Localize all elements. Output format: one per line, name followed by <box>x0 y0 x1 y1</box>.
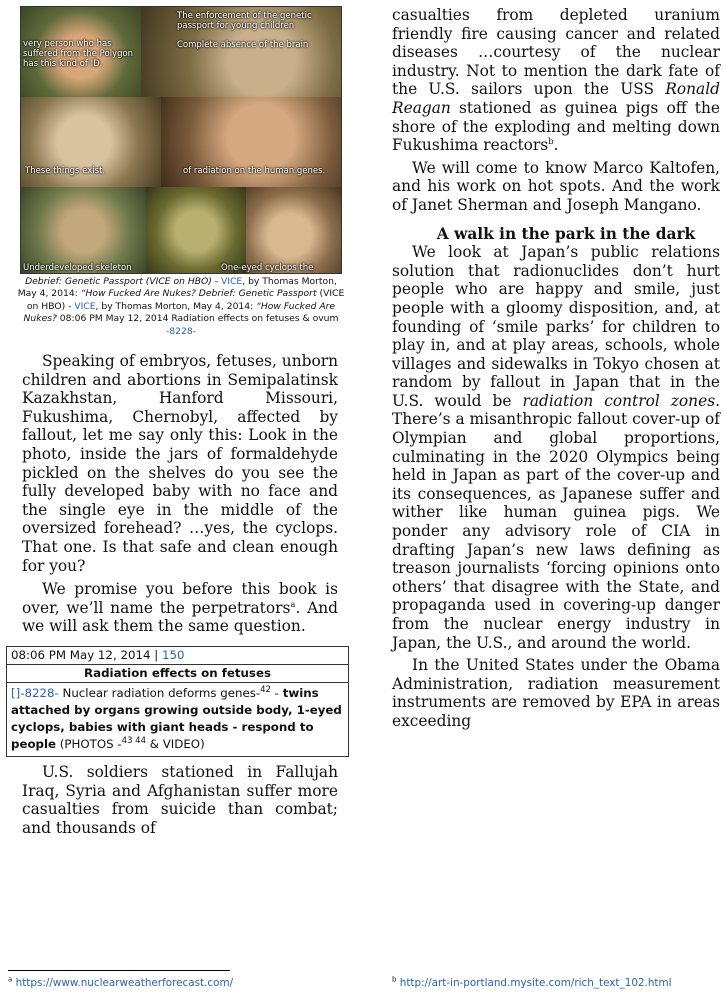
photo-overlay-text: The enforcement of the genetic passport for young children <box>177 11 312 31</box>
footnote-link[interactable]: https://www.nuclearweatherforecast.com/ <box>15 977 234 989</box>
news-body <box>7 683 348 756</box>
paragraph: Speaking of embryos, fetuses, unborn children and abortions in Semipalatinsk Kazakhstan, Hanford Missouri, Fukushima, Chernobyl, affected by fallout, let me say only this: Look in the photo, inside the jars of formaldehyde pickled on the shelves do you see the fully developed baby with no face and the single eye in the middle of the oversized forehead? …yes, the cyclops. That one. Is that safe and clean enough for you? <box>22 352 338 575</box>
genetic-passport-photo <box>20 6 342 274</box>
caption-text: Debrief: Genetic Passport (VICE on HBO) <box>25 276 212 287</box>
left-column <box>8 6 345 837</box>
news-text: - <box>270 685 279 700</box>
news-header <box>7 647 348 665</box>
paragraph-text: . <box>553 136 559 155</box>
section-heading: A walk in the park in the dark <box>436 224 696 243</box>
footnote-b <box>392 977 672 989</box>
news-count-link[interactable]: 150 <box>161 647 185 662</box>
left-body <box>8 352 338 636</box>
paragraph-text: . There’s a misanthropic fallout cover-up of Olympian and global proportions, culminating in the 2020 Olympics being held in Japan as part of the cover-up and its consequences, as Japanese suffer and wither like human guinea pigs. We ponder any advisory role of CIA in drafting Japan’s new laws defining as treason journalists ‘forcing opinions onto others’ that disagree with the State, and propaganda used in covering-up danger from the nuclear energy industry in Japan, the U.S., and around the world. <box>392 391 720 652</box>
footnote-divider <box>8 970 230 971</box>
photo-overlay-text: very person who has suffered from the Polygon has this kind of ID. <box>23 39 134 69</box>
paragraph-text: We look at Japan’s public relations solution that radionuclides don’t hurt people who are happy and smile, just people with a gloomy disposition, and, at founding of ‘smile parks’ for children to play in, and at play areas, schools, whole villages and sidewalks in Tokyo chosen at random by fallout in Japan that in the U.S. would be <box>392 243 720 410</box>
ref-link[interactable]: -8228- <box>165 325 196 337</box>
caption-text: , by Thomas Morton, May 4, 2014: <box>17 276 337 300</box>
footnote-link[interactable]: http://art-in-portland.mysite.com/rich_text_102.html <box>399 977 672 989</box>
photo-tile <box>146 187 246 274</box>
paragraph: U.S. soldiers stationed in Fallujah Iraq, Syria and Afghanistan suffer more casualties from suicide than combat; and thousands of <box>22 762 338 837</box>
photo-overlay-text: Complete absence of the brain <box>177 40 309 50</box>
news-text: & VIDEO) <box>146 736 205 751</box>
paragraph <box>392 6 720 155</box>
paragraph-text: stationed as guinea pigs off the shore of the exploding and melting down Fukushima reactors <box>392 98 720 155</box>
paragraph-text: We promise you before this book is over, we’ll name the perpetrators <box>22 580 338 617</box>
news-bold-text: twins attached by organs growing outside body, 1-eyed cyclops, babies with giant heads - respond to people <box>11 685 342 751</box>
paragraph-italic: radiation control zones <box>522 391 716 410</box>
footnote-marker[interactable]: a <box>290 599 296 610</box>
left-body-continued <box>8 763 338 837</box>
news-ref-link[interactable]: []-8228- <box>11 685 59 700</box>
news-text: Nuclear radiation deforms genes- <box>58 685 261 700</box>
footnote-marker[interactable]: b <box>548 137 554 148</box>
photo-overlay-text: Underdeveloped skeleton <box>23 263 132 273</box>
paragraph: In the United States under the Obama Administration, radiation measurement instruments are removed by EPA in areas exceeding <box>392 656 720 730</box>
news-text: (PHOTOS - <box>56 736 122 751</box>
footnote-mark: b <box>392 975 397 984</box>
right-column <box>392 6 720 731</box>
photo-caption <box>16 276 346 338</box>
photo-overlay-text: These things exist. <box>25 166 106 176</box>
caption-text: - <box>211 276 222 287</box>
photo-tile <box>21 187 146 274</box>
ship-name: Ronald Reagan <box>392 80 720 117</box>
note-marker: 42 <box>260 685 271 696</box>
caption-text: “How Fucked Are Nukes? Debrief: Genetic Passport <box>80 288 317 300</box>
caption-text: (VICE on HBO) - <box>26 288 345 312</box>
vice-link[interactable]: VICE <box>74 300 96 312</box>
vice-link[interactable]: VICE <box>221 276 243 287</box>
paragraph <box>22 580 338 636</box>
photo-overlay-text: One-eyed cyclops the <box>221 263 314 273</box>
paragraph-text: . And we will ask them the same question. <box>22 598 338 636</box>
footnote-a <box>8 977 233 989</box>
photo-overlay-text: of radiation on the human genes. <box>183 166 326 176</box>
news-box <box>6 646 349 757</box>
paragraph-text: casualties from depleted uranium friendly fire causing cancer and related diseases …courtesy of the nuclear industry. Not to mention the dark fate of the U.S. sailors upon the USS <box>392 6 720 99</box>
news-timestamp: 08:06 PM May 12, 2014 | <box>11 647 162 662</box>
caption-text: 08:06 PM May 12, 2014 Radiation effects on fetuses & ovum <box>56 313 339 325</box>
paragraph <box>392 243 720 652</box>
caption-text: , by Thomas Morton, May 4, 2014: <box>95 300 257 312</box>
photo-tile <box>246 187 342 274</box>
news-title: Radiation effects on fetuses <box>7 665 348 683</box>
note-marker: 43 44 <box>121 736 146 747</box>
caption-text: “How Fucked Are Nukes? <box>23 300 336 325</box>
footnote-mark: a <box>8 975 13 984</box>
paragraph: We will come to know Marco Kaltofen, and his work on hot spots. And the work of Janet Sherman and Joseph Mangano. <box>392 158 720 214</box>
